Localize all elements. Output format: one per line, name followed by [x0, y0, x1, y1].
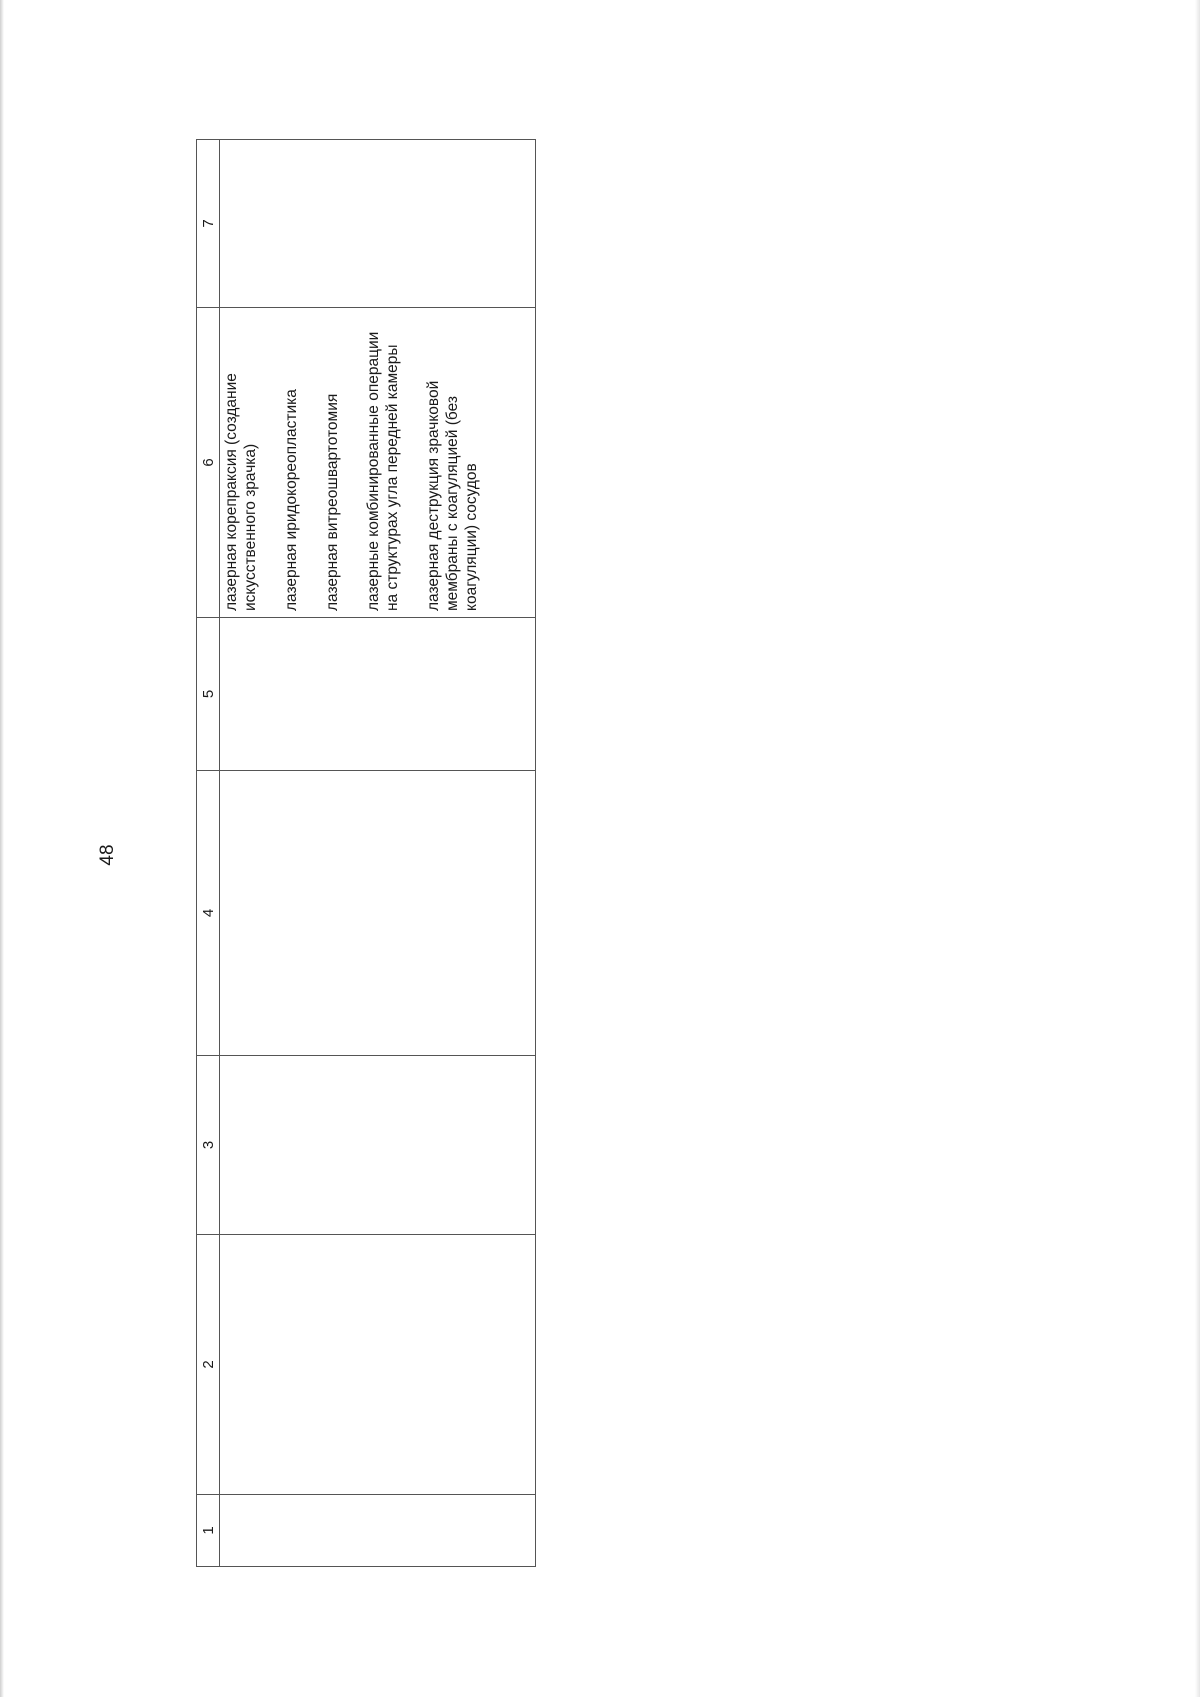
cell-col7: [220, 140, 536, 308]
cell-col1: [220, 1495, 536, 1567]
column-header-6: 6: [197, 308, 220, 618]
cell-col2: [220, 1235, 536, 1495]
scan-edge-right: [1195, 0, 1200, 1697]
cell-col4: [220, 771, 536, 1056]
scan-edge-left: [0, 0, 4, 1697]
header-row: [197, 140, 220, 1567]
cell-col6-procedures: [220, 308, 536, 618]
column-header-4: 4: [197, 771, 220, 1056]
procedure-item: лазерные комбинированные операции на структурах угла передней камеры: [365, 331, 401, 611]
page-number: 48: [97, 844, 118, 866]
procedure-item: лазерная иридокореопластика: [283, 389, 300, 611]
table-row: [220, 140, 536, 1567]
column-header-5: 5: [197, 618, 220, 771]
procedure-item: лазерная витреошвартотомия: [324, 393, 341, 611]
rotated-table-container: [196, 140, 536, 1567]
procedure-item: лазерная деструкция зрачковой мембраны с коагуляцией (без коагуляции) сосудов: [425, 380, 480, 611]
cell-col3: [220, 1056, 536, 1235]
column-header-2: 2: [197, 1235, 220, 1495]
procedures-table: [196, 139, 536, 1567]
column-header-1: 1: [197, 1495, 220, 1567]
cell-col5: [220, 618, 536, 771]
procedure-item: лазерная корепраксия (создание искусственного зрачка): [223, 373, 259, 611]
procedure-list: [220, 308, 481, 617]
column-header-7: 7: [197, 140, 220, 308]
column-header-3: 3: [197, 1056, 220, 1235]
